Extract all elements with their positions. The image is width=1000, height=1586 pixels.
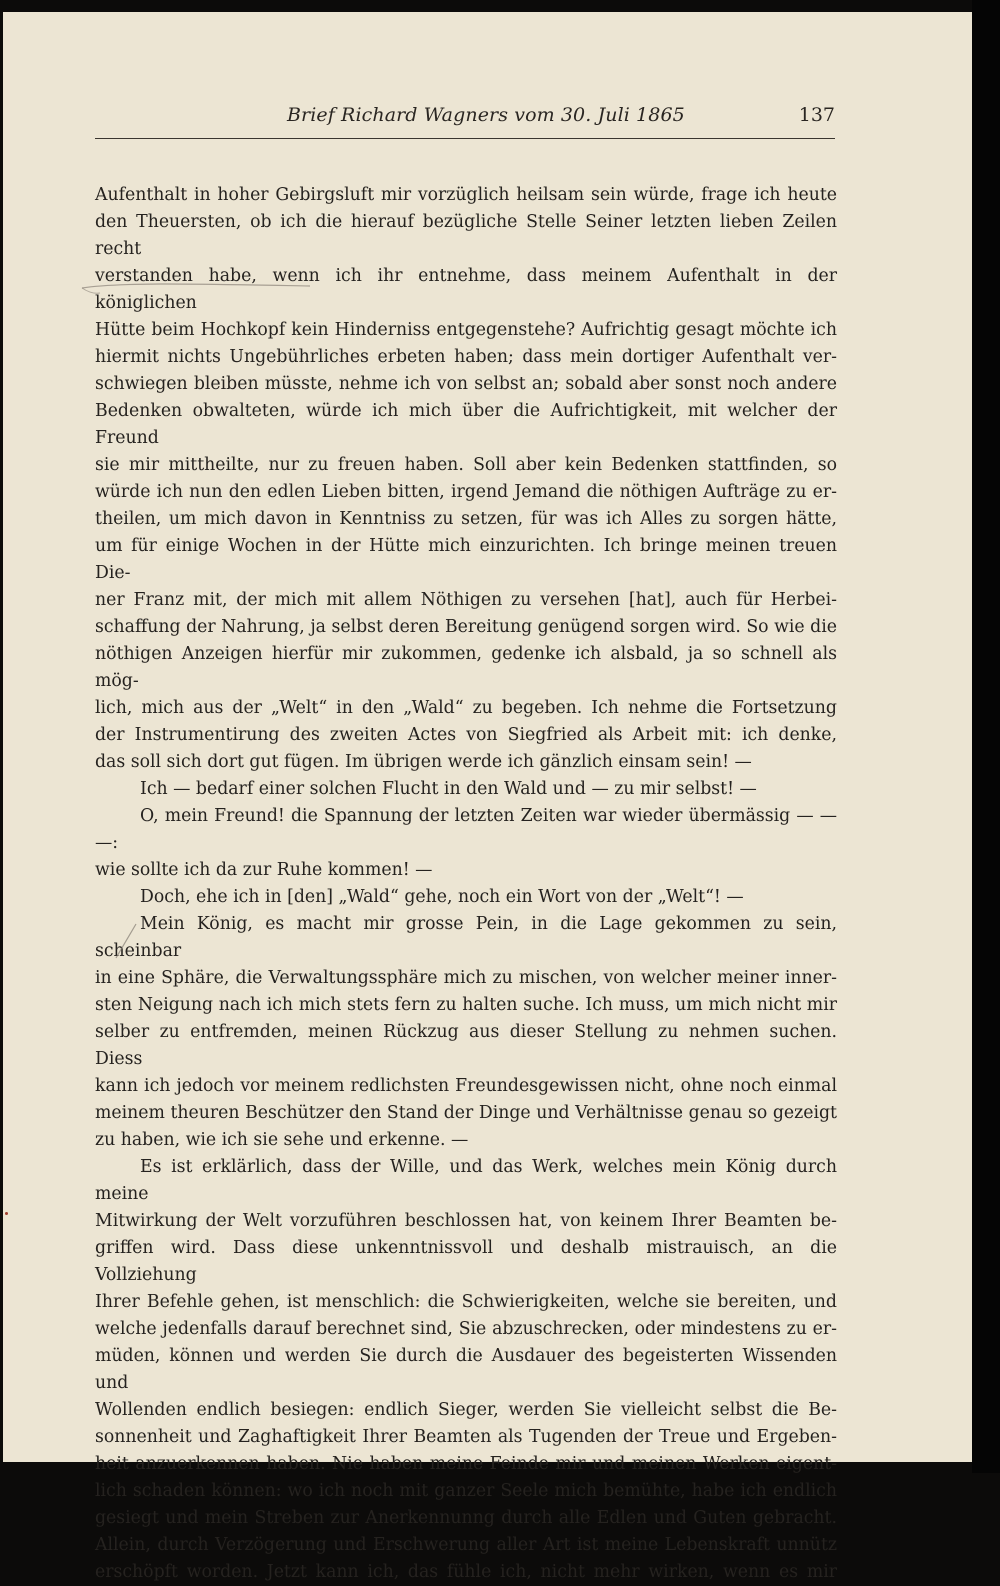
text-line: der Instrumentirung des zweiten Actes von Siegfried als Arbeit mit: ich denke, <box>95 725 837 745</box>
text-line: Allein, durch Verzögerung und Erschwerung aller Art ist meine Lebenskraft unnütz <box>95 1535 837 1555</box>
ink-speck <box>5 1212 8 1215</box>
text-line: welche jedenfalls darauf berechnet sind, Sie abzuschrecken, oder mindestens zu er- <box>95 1319 837 1339</box>
text-line: erschöpft worden. Jetzt kann ich, das fühle ich, nicht mehr wirken, wenn es mir <box>95 1562 837 1582</box>
text-line: ner Franz mit, der mich mit allem Nöthigen zu versehen [hat], auch für Herbei- <box>95 590 837 610</box>
text-line: schaffung der Nahrung, ja selbst deren Bereitung genügend sorgen wird. So wie die <box>95 617 837 637</box>
text-line: meinem theuren Beschützer den Stand der Dinge und Verhältnisse genau so gezeigt <box>95 1103 837 1123</box>
text-line: zu haben, wie ich sie sehe und erkenne. — <box>95 1130 469 1150</box>
text-line: Bedenken obwalteten, würde ich mich über die Aufrichtigkeit, mit welcher der Freund <box>95 401 837 448</box>
text-line: sten Neigung nach ich mich stets fern zu halten suche. Ich muss, um mich nicht mir <box>95 995 837 1015</box>
text-line: Hütte beim Hochkopf kein Hinderniss entgegenstehe? Aufrichtig gesagt möchte ich <box>95 320 837 340</box>
text-line: griffen wird. Dass diese unkenntnissvoll und deshalb mistrauisch, an die Vollziehung <box>95 1238 837 1285</box>
page-number: 137 <box>798 104 835 126</box>
text-line: Mein König, es macht mir grosse Pein, in die Lage gekommen zu sein, scheinbar <box>95 914 837 961</box>
text-line: Wollenden endlich besiegen: endlich Sieger, werden Sie vielleicht selbst die Be- <box>95 1400 837 1420</box>
text-line: verstanden habe, wenn ich ihr entnehme, dass meinem Aufenthalt in der königlichen <box>95 266 837 313</box>
letter-body-text <box>95 182 837 1586</box>
text-line: Aufenthalt in hoher Gebirgsluft mir vorzüglich heilsam sein würde, frage ich heute <box>95 185 837 205</box>
text-line: theilen, um mich davon in Kenntniss zu setzen, für was ich Alles zu sorgen hätte, <box>95 509 837 529</box>
page-header <box>95 102 835 136</box>
text-line: wie sollte ich da zur Ruhe kommen! — <box>95 860 433 880</box>
text-line: kann ich jedoch vor meinem redlichsten Freundesgewissen nicht, ohne noch einmal <box>95 1076 837 1096</box>
text-line: selber zu entfremden, meinen Rückzug aus dieser Stellung zu nehmen suchen. Diess <box>95 1022 837 1069</box>
text-line: um für einige Wochen in der Hütte mich einzurichten. Ich bringe meinen treuen Die- <box>95 536 837 583</box>
text-line: Es ist erklärlich, dass der Wille, und das Werk, welches mein König durch meine <box>95 1157 837 1204</box>
text-line: sonnenheit und Zaghaftigkeit Ihrer Beamten als Tugenden der Treue und Ergeben- <box>95 1427 837 1447</box>
text-line: Ich — bedarf einer solchen Flucht in den Wald und — zu mir selbst! — <box>140 779 757 799</box>
text-line: würde ich nun den edlen Lieben bitten, irgend Jemand die nöthigen Aufträge zu er- <box>95 482 837 502</box>
text-line: lich, mich aus der „Welt“ in den „Wald“ zu begeben. Ich nehme die Fortsetzung <box>95 698 837 718</box>
text-line: schwiegen bleiben müsste, nehme ich von selbst an; sobald aber sonst noch andere <box>95 374 837 394</box>
text-line: sie mir mittheilte, nur zu freuen haben. Soll aber kein Bedenken stattfinden, so <box>95 455 837 475</box>
text-line: hiermit nichts Ungebührliches erbeten haben; dass mein dortiger Aufenthalt ver- <box>95 347 837 367</box>
text-line: O, mein Freund! die Spannung der letzten Zeiten war wieder übermässig — — —: <box>95 806 837 853</box>
text-line: heit anzuerkennen haben. Nie haben meine Feinde mir und meinen Werken eigent- <box>95 1454 837 1474</box>
text-line: lich schaden können: wo ich noch mit ganzer Seele mich bemühte, habe ich endlich <box>95 1481 837 1501</box>
text-line: nöthigen Anzeigen hierfür mir zukommen, gedenke ich alsbald, ja so schnell als mög- <box>95 644 837 691</box>
text-line: Ihrer Befehle gehen, ist menschlich: die Schwierigkeiten, welche sie bereiten, und <box>95 1292 837 1312</box>
text-line: in eine Sphäre, die Verwaltungssphäre mich zu mischen, von welcher meiner inner- <box>95 968 837 988</box>
header-rule <box>95 138 835 139</box>
text-line: gesiegt und mein Streben zur Anerkennunng durch alle Edlen und Guten gebracht. <box>95 1508 837 1528</box>
text-line: Mitwirkung der Welt vorzuführen beschlossen hat, von keinem Ihrer Beamten be- <box>95 1211 837 1231</box>
text-line: das soll sich dort gut fügen. Im übrigen werde ich gänzlich einsam sein! — <box>95 752 752 772</box>
scan-edge <box>972 0 1000 1473</box>
running-title: Brief Richard Wagners vom 30. Juli 1865 <box>287 104 685 126</box>
text-line: Doch, ehe ich in [den] „Wald“ gehe, noch ein Wort von der „Welt“! — <box>140 887 744 907</box>
text-line: müden, können und werden Sie durch die Ausdauer des begeisterten Wissenden und <box>95 1346 837 1393</box>
text-line: den Theuersten, ob ich die hierauf bezügliche Stelle Seiner letzten lieben Zeilen recht <box>95 212 837 259</box>
